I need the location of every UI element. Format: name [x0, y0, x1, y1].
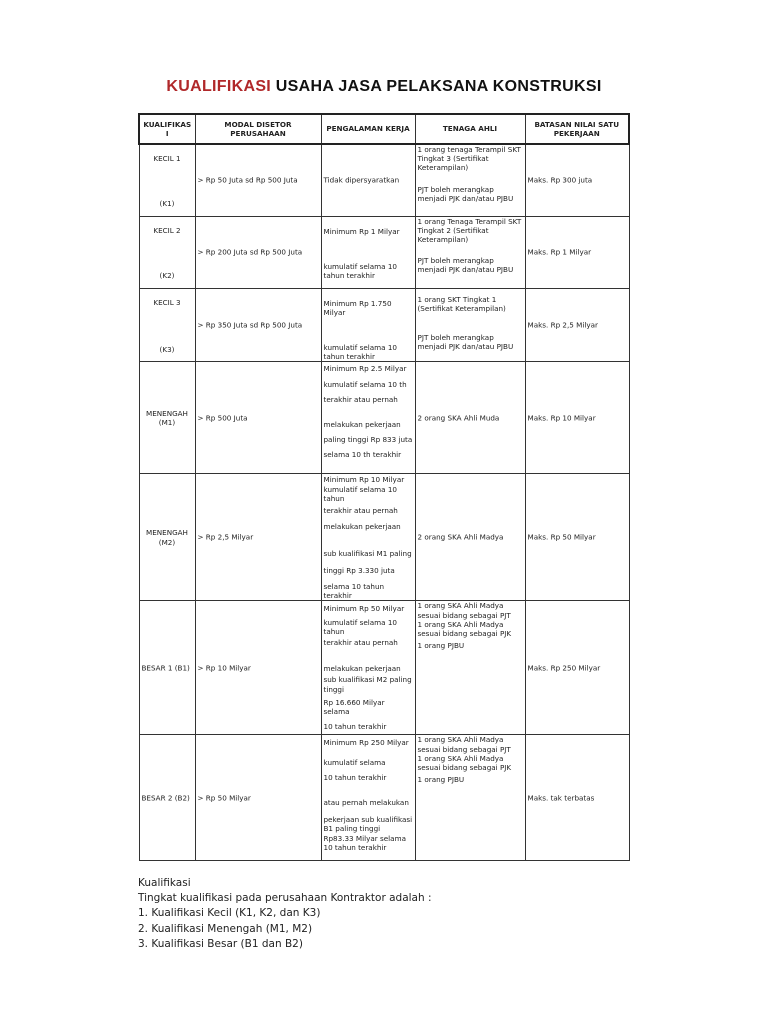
- cell-kualifikasi: [139, 144, 195, 216]
- header-batasan: BATASAN NILAI SATU PEKERJAAN: [525, 114, 629, 144]
- cell-pengalaman: Minimum Rp 1.750 Milyar kumulatif selama 10 tahun terakhir: [321, 288, 415, 362]
- qualification-notes: [138, 876, 432, 952]
- notes-heading: Kualifikasi: [138, 877, 191, 889]
- list-item: 1. Kualifikasi Kecil (K1, K2, dan K3): [138, 907, 321, 920]
- cell-tenaga: 1 orang SKA Ahli Madya sesuai bidang sebagai PJT 1 orang SKA Ahli Madya sesuai bidang sebagai PJK 1 orang PJBU: [415, 601, 525, 735]
- row-name: MENENGAH: [146, 408, 188, 418]
- page-title: [0, 78, 768, 96]
- table-row: [139, 474, 629, 601]
- cell-batasan: Maks. Rp 2,5 Milyar: [525, 288, 629, 362]
- table-row: [139, 288, 629, 362]
- table-row: [139, 144, 629, 216]
- cell-batasan: Maks. Rp 10 Milyar: [525, 362, 629, 474]
- cell-batasan: Maks. Rp 300 juta: [525, 144, 629, 216]
- title-highlight: KUALIFIKASI: [166, 78, 272, 95]
- row-name: MENENGAH: [146, 528, 188, 538]
- notes-intro: Tingkat kualifikasi pada perusahaan Kontraktor adalah :: [138, 892, 432, 905]
- cell-batasan: Maks. Rp 250 Milyar: [525, 601, 629, 735]
- title-rest: USAHA JASA PELAKSANA KONSTRUKSI: [271, 78, 602, 95]
- row-name: KECIL 3: [153, 297, 181, 307]
- row-code: (M1): [158, 417, 176, 427]
- cell-tenaga: 1 orang SKT Tingkat 1 (Sertifikat Keterampilan) PJT boleh merangkap menjadi PJK dan/atau PJBU: [415, 288, 525, 362]
- row-name: BESAR 1 (B1): [141, 663, 190, 673]
- cell-pengalaman: Minimum Rp 1 Milyar kumulatif selama 10 tahun terakhir: [321, 216, 415, 288]
- list-item: 2. Kualifikasi Menengah (M1, M2): [138, 922, 313, 935]
- cell-modal: > Rp 50 Juta sd Rp 500 Juta: [195, 144, 321, 216]
- cell-modal: > Rp 500 Juta: [195, 362, 321, 474]
- cell-kualifikasi: [139, 474, 195, 601]
- cell-tenaga: 2 orang SKA Ahli Madya: [415, 474, 525, 601]
- table-row: [139, 601, 629, 735]
- table-header-row: [139, 114, 629, 144]
- cell-pengalaman: Minimum Rp 10 Milyar kumulatif selama 10 tahun terakhir atau pernah melakukan pekerjaan sub kualifikasi M1 paling tinggi Rp 3.330 juta selama 10 tahun terakhir: [321, 474, 415, 601]
- cell-modal: > Rp 2,5 Milyar: [195, 474, 321, 601]
- cell-batasan: Maks. Rp 50 Milyar: [525, 474, 629, 601]
- cell-tenaga: 1 orang Tenaga Terampil SKT Tingkat 2 (Sertifikat Keterampilan) PJT boleh merangkap menjadi PJK dan/atau PJBU: [415, 216, 525, 288]
- cell-kualifikasi: [139, 288, 195, 362]
- cell-modal: > Rp 200 Juta sd Rp 500 Juta: [195, 216, 321, 288]
- cell-kualifikasi: [139, 362, 195, 474]
- qualification-table: [138, 113, 630, 861]
- table-row: [139, 216, 629, 288]
- row-code: (M2): [158, 537, 176, 547]
- cell-pengalaman: Tidak dipersyaratkan: [321, 144, 415, 216]
- header-pengalaman: PENGALAMAN KERJA: [321, 114, 415, 144]
- cell-pengalaman: Minimum Rp 250 Milyar kumulatif selama 10 tahun terakhir atau pernah melakukan pekerjaan sub kualifikasi B1 paling tinggi Rp83.33 Milyar selama 10 tahun terakhir: [321, 735, 415, 861]
- row-code: (K3): [159, 345, 175, 355]
- cell-modal: > Rp 10 Milyar: [195, 601, 321, 735]
- cell-batasan: Maks. Rp 1 Milyar: [525, 216, 629, 288]
- table-row: [139, 735, 629, 861]
- row-code: (K2): [159, 271, 175, 281]
- cell-pengalaman: Minimum Rp 50 Milyar kumulatif selama 10 tahun terakhir atau pernah melakukan pekerjaan sub kualifikasi M2 paling tinggi Rp 16.660 Milyar selama 10 tahun terakhir: [321, 601, 415, 735]
- header-kualifikasi: KUALIFIKAS I: [139, 114, 195, 144]
- list-item: 3. Kualifikasi Besar (B1 dan B2): [138, 937, 303, 950]
- cell-kualifikasi: [139, 735, 195, 861]
- cell-tenaga: 1 orang SKA Ahli Madya sesuai bidang sebagai PJT 1 orang SKA Ahli Madya sesuai bidang sebagai PJK 1 orang PJBU: [415, 735, 525, 861]
- cell-modal: > Rp 50 Milyar: [195, 735, 321, 861]
- row-name: KECIL 1: [153, 154, 181, 163]
- cell-kualifikasi: [139, 601, 195, 735]
- cell-modal: > Rp 350 Juta sd Rp 500 Juta: [195, 288, 321, 362]
- cell-kualifikasi: [139, 216, 195, 288]
- header-modal: MODAL DISETOR PERUSAHAAN: [195, 114, 321, 144]
- row-name: BESAR 2 (B2): [141, 793, 190, 803]
- table-row: [139, 362, 629, 474]
- header-tenaga: TENAGA AHLI: [415, 114, 525, 144]
- cell-tenaga: 1 orang tenaga Terampil SKT Tingkat 3 (Sertifikat Keterampilan) PJT boleh merangkap menjadi PJK dan/atau PJBU: [415, 144, 525, 216]
- row-name: KECIL 2: [153, 225, 181, 235]
- cell-pengalaman: Minimum Rp 2.5 Milyar kumulatif selama 10 th terakhir atau pernah melakukan pekerjaan paling tinggi Rp 833 juta selama 10 th terakhir: [321, 362, 415, 474]
- cell-batasan: Maks. tak terbatas: [525, 735, 629, 861]
- row-code: (K1): [159, 199, 175, 209]
- cell-tenaga: 2 orang SKA Ahli Muda: [415, 362, 525, 474]
